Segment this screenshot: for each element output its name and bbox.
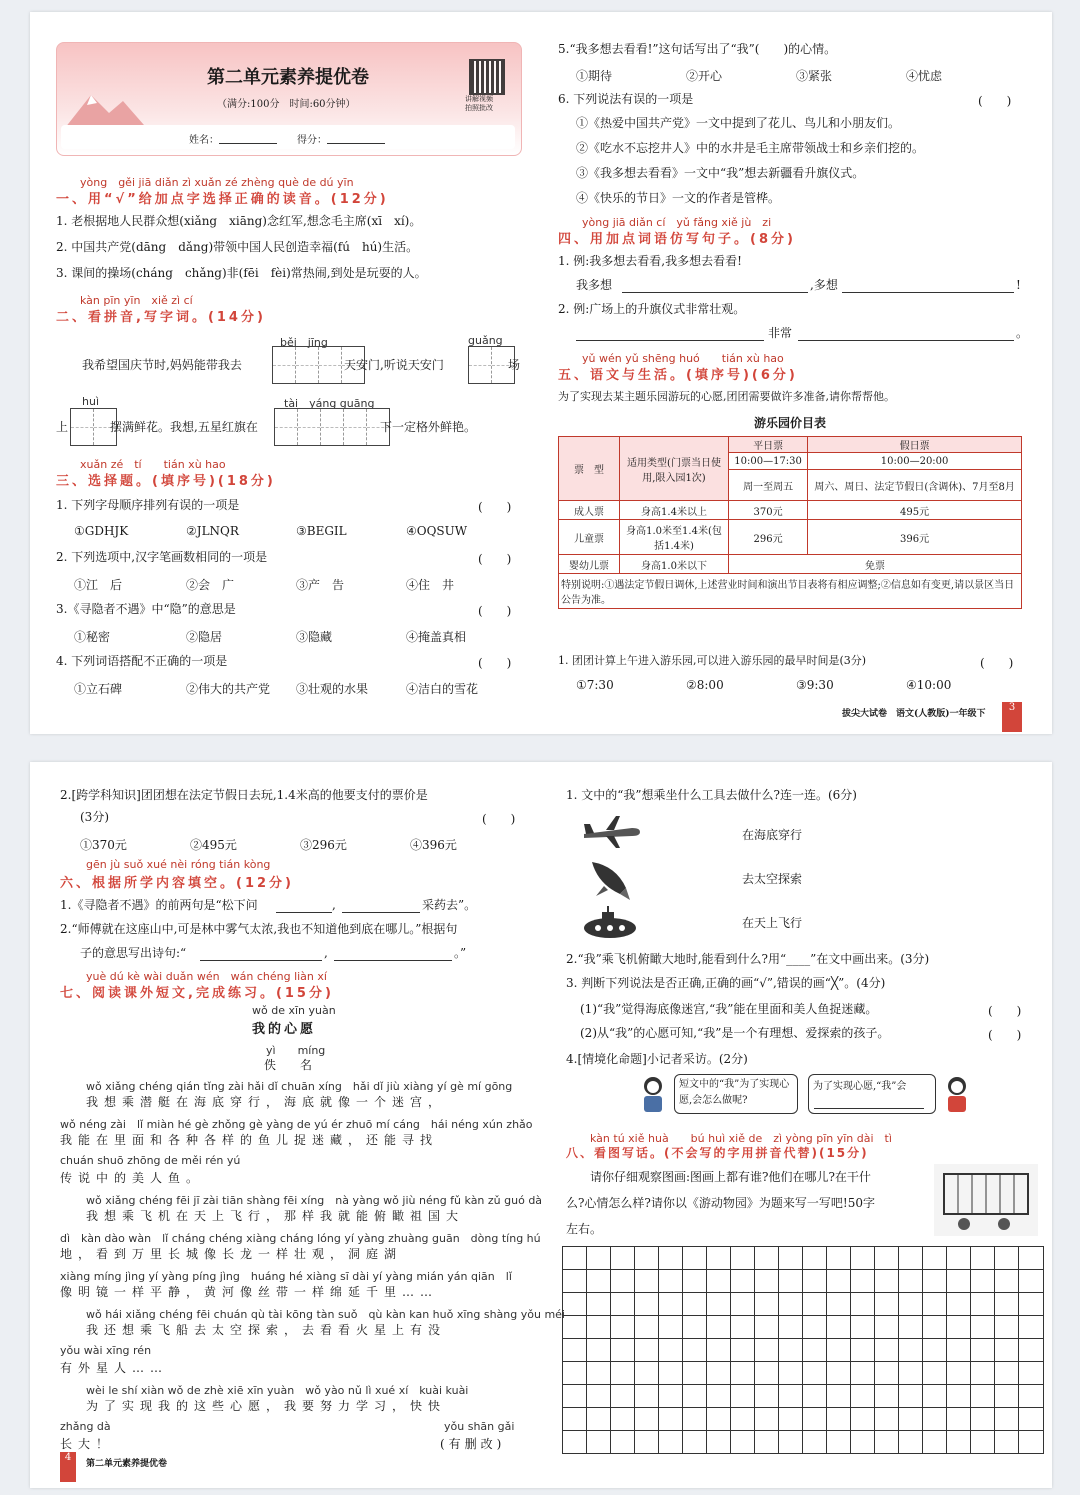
sec1-q3: 3. 课间的操场(cháng chǎng)非(fēi fèi)常热闹,到处是玩耍的人。 xyxy=(56,266,427,280)
sec4-q1-c: ! xyxy=(1016,278,1021,292)
right1-q6: 6. 下列说法有误的一项是 xyxy=(558,92,694,106)
sec6-q1-c: 采药去”。 xyxy=(422,898,477,912)
cell-adult: 成人票 xyxy=(559,501,620,520)
right1-q6-item3[interactable]: ③《我多想去看看》一文中“我”想去新疆看升旗仪式。 xyxy=(576,166,865,180)
page4-footer: 第二单元素养提优卷 xyxy=(86,1459,168,1469)
story-line5: 地，看到万里长城像长龙一样壮观，洞庭湖 xyxy=(60,1247,403,1261)
price-table xyxy=(558,436,1022,609)
story-line9-py: wèi le shí xiàn wǒ de zhè xiē xīn yuàn wǒ yào nǔ lì xué xí kuài kuài xyxy=(86,1384,469,1397)
sec6-pinyin: gēn jù suǒ xué nèi róng tián kòng xyxy=(86,858,271,871)
sec3-q2-opt2[interactable]: ②会 广 xyxy=(186,578,235,592)
story-line10-py: zhǎng dà xyxy=(60,1420,111,1433)
sec5-title: 五、语文与生活。(填序号)(6分) xyxy=(558,368,798,383)
match-item2[interactable]: 去太空探索 xyxy=(742,872,803,886)
right1-q6-item1[interactable]: ①《热爱中国共产党》一文中提到了花儿、鸟儿和小朋友们。 xyxy=(576,116,901,130)
speech-bubble-right: 为了实现心愿,“我”会 xyxy=(808,1074,936,1114)
sec6-q2: 2.“师傅就在这座山中,可是林中雾气太浓,我也不知道他到底在哪儿。”根据句 xyxy=(60,922,458,936)
story-line9: 为了实现我的这些心愿，我要努力学习，快快 xyxy=(86,1399,447,1413)
cell-holiday-days: 周六、周日、法定节假日(含调休)、7月至8月 xyxy=(808,470,1022,501)
cell-adult-wd: 370元 xyxy=(729,501,808,520)
sec3-q1: 1. 下列字母顺序排列有误的一项是 xyxy=(56,498,240,512)
sec2-line2-b: 摆满鲜花。我想,五星红旗在 xyxy=(110,420,258,434)
sec4-q1-b: ,多想 xyxy=(810,278,838,292)
name-score-bar xyxy=(61,125,515,149)
sec5-q1-opt2[interactable]: ②8:00 xyxy=(686,678,724,692)
sec1-title: 一、用“√”给加点字选择正确的读音。(12分) xyxy=(56,192,389,207)
sec3-q1-opt2[interactable]: ②JLNQR xyxy=(186,524,239,538)
sec3-q1-opt4[interactable]: ④OQSUW xyxy=(406,524,468,538)
page4-number: 4 xyxy=(60,1452,76,1482)
cell-infant-cond: 身高1.0米以下 xyxy=(620,555,729,574)
cell-weekday-time: 10:00—17:30 xyxy=(729,453,808,470)
story-title-pinyin: wǒ de xīn yuàn xyxy=(252,1004,336,1017)
sec2-line1-a: 我希望国庆节时,妈妈能带我去 xyxy=(82,358,242,372)
sec4-pinyin: yòng jiā diǎn cí yǔ fǎng xiě jù zi xyxy=(582,216,772,229)
sec5-q1-opt4[interactable]: ④10:00 xyxy=(906,678,952,692)
cell-weekday-days: 周一至周五 xyxy=(729,470,808,501)
sec6-title: 六、根据所学内容填空。(12分) xyxy=(60,876,294,891)
sec3-pinyin: xuǎn zé tí tián xù hao xyxy=(80,458,226,471)
story-line7: 我还想乘飞船去太空探索，去看看火星上有没 xyxy=(86,1323,447,1337)
sec5-q1: 1. 团团计算上午进入游乐园,可以进入游乐园的最早时间是(3分) xyxy=(558,654,867,667)
cell-note: 特别说明:①遇法定节假日调休,上述营业时间和演出节目表将有相应调整;②信息如有变更,请以景区当日公告为准。 xyxy=(559,574,1022,609)
left2-q2a: 2.[跨学科知识]团团想在法定节假日去玩,1.4米高的他要支付的票价是 xyxy=(60,788,428,802)
right1-q6-item4[interactable]: ④《快乐的节日》一文的作者是管桦。 xyxy=(576,191,781,205)
writing-grid[interactable] xyxy=(562,1246,1044,1454)
cell-ticket-type: 票 型 xyxy=(559,437,620,501)
qr-caption: 讲解视频 拍照批改 xyxy=(465,95,493,112)
cell-use-type: 适用类型(门票当日使用,限入园1次) xyxy=(620,437,729,501)
sec6-q2-d: 。” xyxy=(454,946,467,960)
cell-child: 儿童票 xyxy=(559,520,620,555)
sec4-q2-c: 。 xyxy=(1016,326,1029,340)
sec5-q1-opt3[interactable]: ③9:30 xyxy=(796,678,834,692)
right1-q6-item2[interactable]: ②《吃水不忘挖井人》中的水井是毛主席带领战士和乡亲们挖的。 xyxy=(576,141,925,155)
submarine-icon xyxy=(582,906,638,940)
sec3-q3-answer[interactable]: ( ) xyxy=(478,604,512,618)
story-line5-py: dì kàn dào wàn lǐ cháng chéng xiàng cháng lóng yí yàng zhuàng guān dòng tíng hú xyxy=(60,1232,541,1245)
sec2-line1-c: 场 xyxy=(508,358,521,372)
story-line4: 我想乘飞机在天上飞行，那样我就能俯瞰祖国大 xyxy=(86,1209,465,1223)
sec3-q2-opt4[interactable]: ④住 井 xyxy=(406,578,455,592)
sec3-q4-opt2[interactable]: ②伟大的共产党 xyxy=(186,682,271,696)
sec6-q1-blank2[interactable] xyxy=(342,900,420,913)
sec3-q2-opt1[interactable]: ①江 后 xyxy=(74,578,123,592)
left2-q2-opt1[interactable]: ①370元 xyxy=(80,838,127,852)
sec1-q1: 1. 老根据地人民群众想(xiǎng xiāng)念红军,想念毛主席(xī xí)。 xyxy=(56,214,422,228)
cell-infant: 婴幼儿票 xyxy=(559,555,620,574)
name-field[interactable] xyxy=(219,131,277,144)
sec2-line1-b: 天安门,听说天安门 xyxy=(344,358,444,372)
sec6-q1-blank1[interactable] xyxy=(276,900,332,913)
airplane-icon xyxy=(582,814,642,848)
story-line1-py: wǒ xiǎng chéng qián tǐng zài hǎi dǐ chuān xíng hǎi dǐ jiù xiàng yí gè mí gōng xyxy=(86,1080,513,1093)
sec8-pinyin: kàn tú xiě huà bú huì xiě de zì yòng pīn yīn dài tì xyxy=(590,1132,892,1145)
sec5-q1-opt1[interactable]: ①7:30 xyxy=(576,678,614,692)
sec5-q1-answer[interactable]: ( ) xyxy=(980,656,1014,670)
left2-q2-opt4[interactable]: ④396元 xyxy=(410,838,457,852)
py-taiyang: tài yáng guāng xyxy=(284,397,375,410)
sec3-q3-opt3[interactable]: ③隐藏 xyxy=(296,630,333,644)
sec3-q3: 3.《寻隐者不遇》中“隐”的意思是 xyxy=(56,602,236,616)
cell-holiday-time: 10:00—20:00 xyxy=(808,453,1022,470)
story-line6: 像明镜一样平静，黄河像丝带一样绵延千里…… xyxy=(60,1285,439,1299)
left2-q2-opt3[interactable]: ③296元 xyxy=(300,838,347,852)
right1-q5-opt1[interactable]: ①期待 xyxy=(576,69,613,83)
story-line3-py: chuán shuō zhōng de měi rén yú xyxy=(60,1154,241,1167)
cell-child-cond: 身高1.0米至1.4米(包括1.4米) xyxy=(620,520,729,555)
author-pinyin: yì míng xyxy=(266,1044,326,1057)
rocket-icon xyxy=(586,858,636,902)
sec6-q2-blank2[interactable] xyxy=(334,948,452,961)
sec4-q2-blank2[interactable] xyxy=(798,328,1014,341)
page3-footer: 拔尖大试卷 语文(人教版)一年级下 xyxy=(842,709,986,719)
sec6-q2-blank1[interactable] xyxy=(200,948,322,961)
sec4-q2-blank1[interactable] xyxy=(576,328,764,341)
sec3-title: 三、选择题。(填序号)(18分) xyxy=(56,474,276,489)
sec2-pinyin: kàn pīn yīn xiě zì cí xyxy=(80,294,193,307)
sec4-q1-a: 我多想 xyxy=(576,278,613,292)
page3-number: 3 xyxy=(1002,702,1022,732)
sec8-text3: 左右。 xyxy=(566,1222,603,1236)
score-field[interactable] xyxy=(327,131,385,144)
exam-sheet-bottom xyxy=(30,762,1052,1488)
right1-q5: 5.“我多想去看看!”这句话写出了“我”( )的心情。 xyxy=(558,42,837,56)
sec3-q4: 4. 下列词语搭配不正确的一项是 xyxy=(56,654,228,668)
left2-q2-answer[interactable]: ( ) xyxy=(482,812,516,826)
sec3-q4-answer[interactable]: ( ) xyxy=(478,656,512,670)
cell-child-hd: 396元 xyxy=(808,520,1022,555)
sec3-q4-opt4[interactable]: ④洁白的雪花 xyxy=(406,682,479,696)
sec2-title: 二、看拼音,写字词。(14分) xyxy=(56,310,266,325)
sec8-title: 八、看图写话。(不会写的字用拼音代替)(15分) xyxy=(566,1146,869,1160)
sec8-text1: 请你仔细观察图画:图画上都有谁?他们在哪儿?在干什 xyxy=(590,1170,871,1184)
sec3-q2: 2. 下列选项中,汉字笔画数相同的一项是 xyxy=(56,550,268,564)
cell-h-weekday: 平日票 xyxy=(729,437,808,453)
sec3-q1-opt1[interactable]: ①GDHJK xyxy=(74,524,129,538)
left2-q2-opt2[interactable]: ②495元 xyxy=(190,838,237,852)
right2-q3-1: (1)“我”觉得海底像迷宫,“我”能在里面和美人鱼捉迷藏。 xyxy=(580,1002,878,1016)
cell-h-holiday: 假日票 xyxy=(808,437,1022,453)
story-line6-py: xiàng míng jìng yí yàng píng jìng huáng hé xiàng sī dài yí yàng mián yán qiān lǐ xyxy=(60,1270,512,1283)
sec4-q1: 1. 例:我多想去看看,我多想去看看! xyxy=(558,254,742,268)
sec3-q1-answer[interactable]: ( ) xyxy=(478,500,512,514)
name-label: 姓名： xyxy=(189,135,219,146)
sec4-q2: 2. 例:广场上的升旗仪式非常壮观。 xyxy=(558,302,746,316)
table-title: 游乐园价目表 xyxy=(754,416,827,430)
sec2-line2-a: 上 xyxy=(56,420,69,434)
sec6-q1-b: , xyxy=(332,898,336,912)
story-line7-py: wǒ hái xiǎng chéng fēi chuán qù tài kōng tàn suǒ qù kàn kan huǒ xīng shàng yǒu méi xyxy=(86,1308,565,1321)
bubble-answer-blank[interactable] xyxy=(814,1096,924,1109)
py-hui: huì xyxy=(82,395,99,408)
left2-q2b: (3分) xyxy=(80,810,109,824)
match-item1[interactable]: 在海底穿行 xyxy=(742,828,803,842)
exam-subtitle: （满分:100分 时间:60分钟） xyxy=(217,99,356,110)
sec3-q4-opt1[interactable]: ①立石碑 xyxy=(74,682,123,696)
speech-bubble-left: 短文中的“我”为了实现心愿,会怎么做呢? xyxy=(674,1074,798,1114)
story-line10: 长大！ xyxy=(60,1437,115,1451)
exam-sheet-top xyxy=(30,12,1052,734)
right1-q5-opt2[interactable]: ②开心 xyxy=(686,69,723,83)
right1-q5-opt3[interactable]: ③紧张 xyxy=(796,69,833,83)
sec3-q2-answer[interactable]: ( ) xyxy=(478,552,512,566)
sec5-intro: 为了实现去某主题乐园游玩的心愿,团团需要做许多准备,请你帮帮他。 xyxy=(558,390,895,403)
py-guang: guǎng xyxy=(468,334,503,347)
py-beijing: běi jīng xyxy=(280,336,328,349)
right2-q3: 3. 判断下列说法是否正确,正确的画“√”,错误的画“╳”。(4分) xyxy=(566,976,886,990)
story-line2: 我能在里面和各种各样的鱼儿捉迷藏，还能寻找 xyxy=(60,1133,439,1147)
sec4-title: 四、用加点词语仿写句子。(8分) xyxy=(558,232,796,247)
reporter-icon xyxy=(636,1074,670,1114)
cell-infant-price: 免票 xyxy=(729,555,1022,574)
exam-title: 第二单元素养提优卷 xyxy=(207,67,369,88)
tianzige-taiyang[interactable] xyxy=(274,408,390,446)
sec1-pinyin: yòng gěi jiā diǎn zì xuǎn zé zhèng què de dú yīn xyxy=(80,176,354,189)
boy-icon xyxy=(940,1074,974,1114)
sec2-line2-c: 下一定格外鲜艳。 xyxy=(380,420,477,434)
story-line1: 我想乘潜艇在海底穿行，海底就像一个迷宫， xyxy=(86,1095,447,1109)
author: 佚 名 xyxy=(264,1058,313,1072)
sec3-q4-opt3[interactable]: ③壮观的水果 xyxy=(296,682,369,696)
exam-header-banner xyxy=(56,42,522,156)
zoo-picture xyxy=(934,1164,1038,1236)
sec3-q3-opt2[interactable]: ②隐居 xyxy=(186,630,223,644)
sec8-text2: 么?心情怎么样?请你以《游动物园》为题来写一写吧!50字 xyxy=(566,1196,875,1210)
right2-q4: 4.[情境化命题]小记者采访。(2分) xyxy=(566,1052,748,1066)
score-label: 得分： xyxy=(297,135,327,146)
sec7-pinyin: yuè dú kè wài duǎn wén wán chéng liàn xí xyxy=(86,970,327,983)
story-title: 我的心愿 xyxy=(252,1022,317,1037)
right2-q1: 1. 文中的“我”想乘坐什么工具去做什么?连一连。(6分) xyxy=(566,788,857,802)
story-line2-py: wǒ néng zài lǐ miàn hé gè zhǒng gè yàng de yú ér zhuō mí cáng hái néng xún zhǎo xyxy=(60,1118,533,1131)
source-pinyin: yǒu shān gǎi xyxy=(444,1420,515,1433)
story-line3: 传说中的美人鱼。 xyxy=(60,1171,205,1185)
right1-q6-answer[interactable]: ( ) xyxy=(978,94,1012,108)
sec4-q1-blank2[interactable] xyxy=(842,280,1014,293)
cell-adult-cond: 身高1.4米以上 xyxy=(620,501,729,520)
source: (有删改) xyxy=(440,1437,506,1451)
sec6-q2-c: , xyxy=(324,946,328,960)
cell-adult-hd: 495元 xyxy=(808,501,1022,520)
right1-q5-opt4[interactable]: ④忧虑 xyxy=(906,69,943,83)
cell-child-wd: 296元 xyxy=(729,520,808,555)
right2-q3-2: (2)从“我”的心愿可知,“我”是一个有理想、爱探索的孩子。 xyxy=(580,1026,890,1040)
story-line8-py: yǒu wài xīng rén xyxy=(60,1344,152,1357)
sec4-q1-blank1[interactable] xyxy=(622,280,808,293)
story-line8: 有外星人…… xyxy=(60,1361,169,1375)
sec3-q3-opt4[interactable]: ④掩盖真相 xyxy=(406,630,467,644)
sec3-q3-opt1[interactable]: ①秘密 xyxy=(74,630,111,644)
right2-q2: 2.“我”乘飞机俯瞰大地时,能看到什么?用“____”在文中画出来。(3分) xyxy=(566,952,930,966)
story-line4-py: wǒ xiǎng chéng fēi jī zài tiān shàng fēi xíng nà yàng wǒ jiù néng fǔ kàn zǔ guó dà xyxy=(86,1194,543,1207)
sec6-q1-a: 1.《寻隐者不遇》的前两句是“松下问 xyxy=(60,898,258,912)
sec3-q1-opt3[interactable]: ③BEGIL xyxy=(296,524,347,538)
sec4-q2-b: 非常 xyxy=(768,326,793,340)
sec5-pinyin: yǔ wén yǔ shēng huó tián xù hao xyxy=(582,352,784,365)
sec7-title: 七、阅读课外短文,完成练习。(15分) xyxy=(60,986,334,1001)
sec3-q2-opt3[interactable]: ③产 告 xyxy=(296,578,345,592)
sec6-q2-b: 子的意思写出诗句:“ xyxy=(80,946,187,960)
sec1-q2: 2. 中国共产党(dāng dǎng)带领中国人民创造幸福(fú hú)生活。 xyxy=(56,240,419,254)
qr-code[interactable] xyxy=(469,59,505,95)
right2-q3-1-answer[interactable]: ( ) xyxy=(988,1004,1022,1018)
match-item3[interactable]: 在天上飞行 xyxy=(742,916,803,930)
right2-q3-2-answer[interactable]: ( ) xyxy=(988,1028,1022,1042)
